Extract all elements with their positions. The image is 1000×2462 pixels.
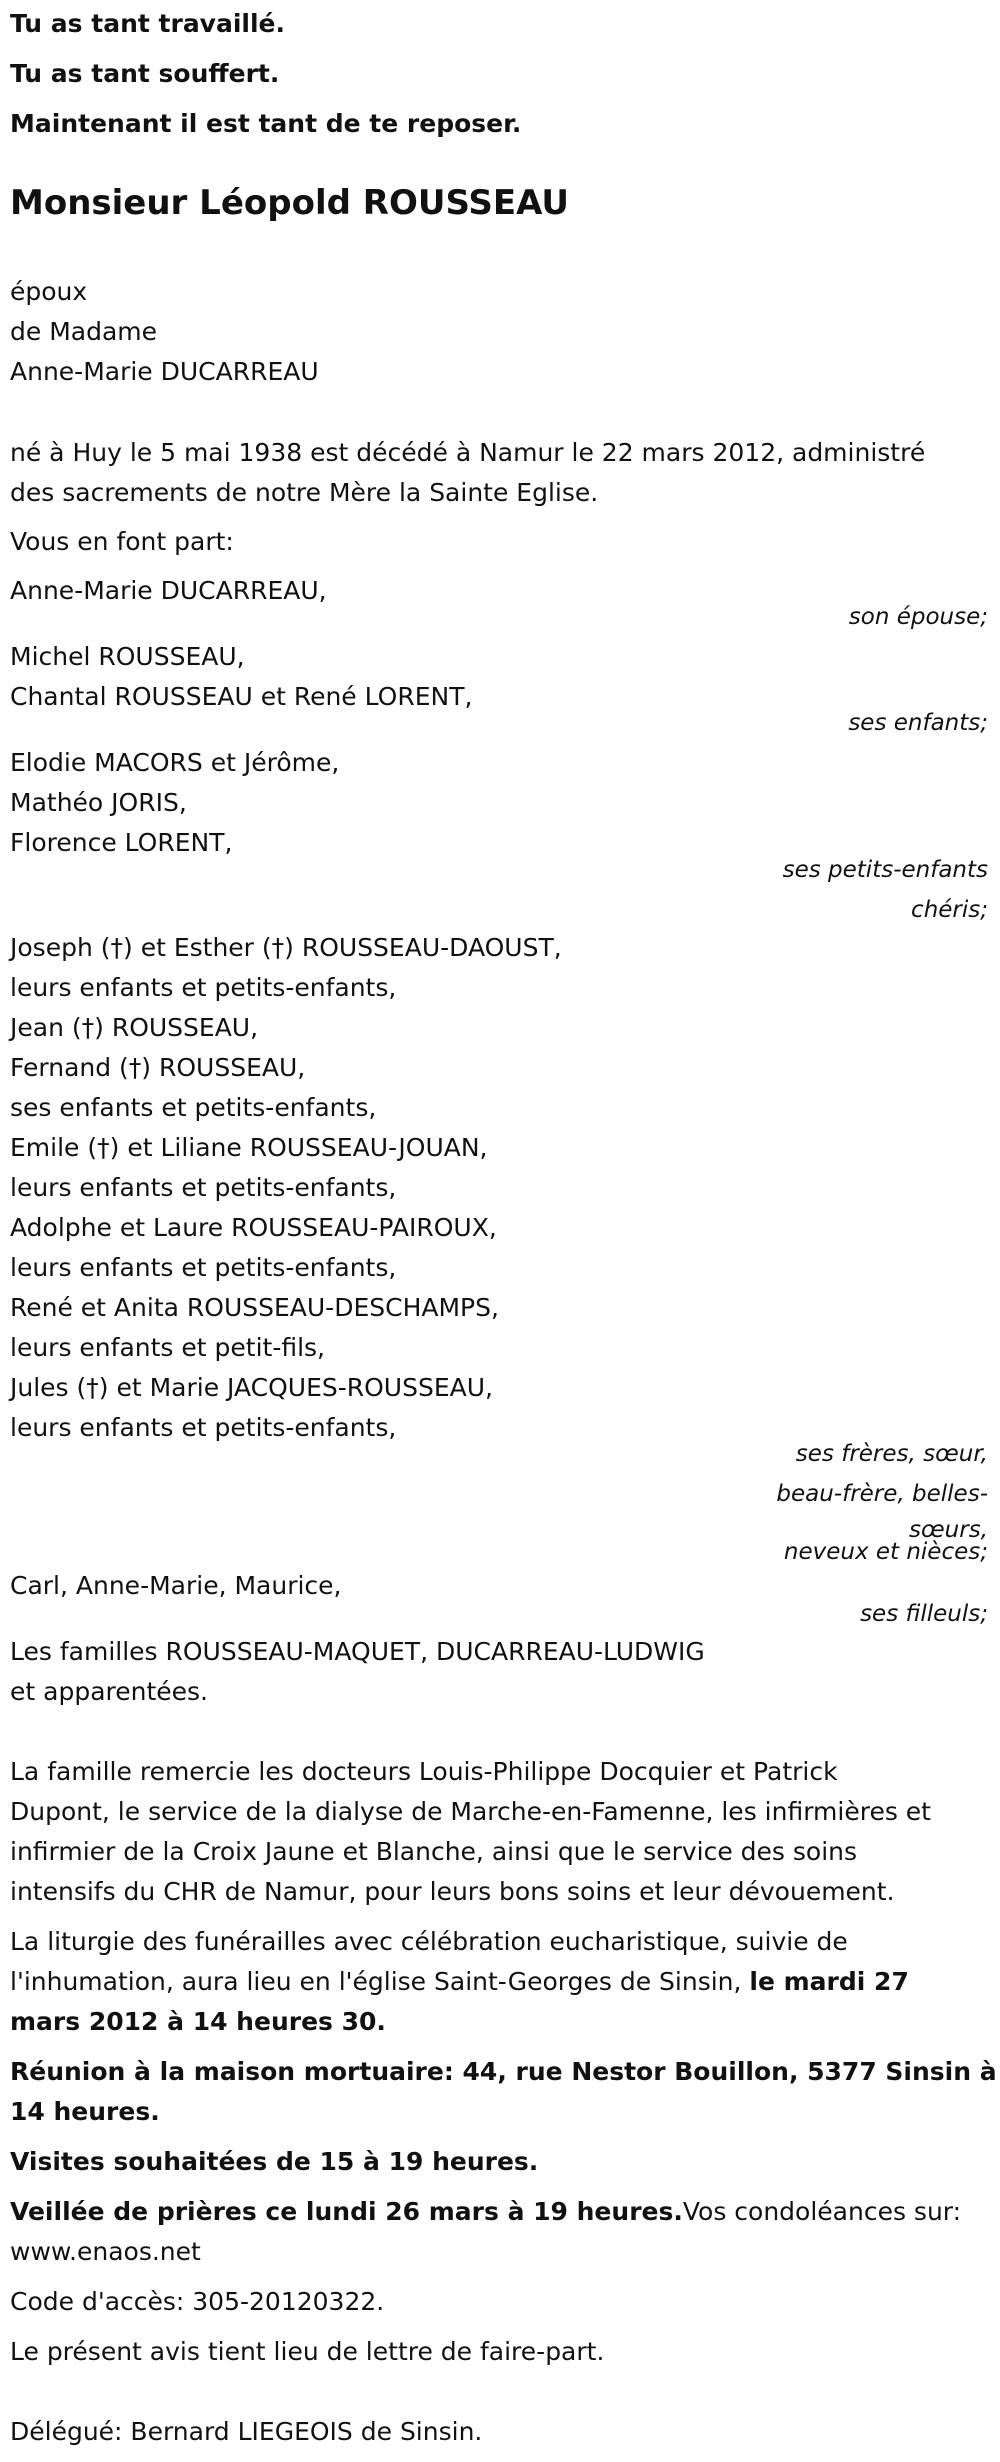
family-role: son épouse; [848, 604, 988, 630]
intro-text: Vous en font part: [10, 527, 234, 556]
family-name: Florence LORENT, [10, 828, 233, 857]
family-role: ses petits-enfants [782, 857, 988, 883]
family-name: Adolphe et Laure ROUSSEAU-PAIROUX, [10, 1213, 497, 1242]
family-name: Emile (†) et Liliane ROUSSEAU-JOUAN, [10, 1133, 488, 1162]
verse-line-1: Tu as tant travaillé. [10, 9, 286, 38]
vigil-text: Veillée de prières ce lundi 26 mars à 19 heures. [10, 2197, 683, 2226]
thanks-line: intensifs du CHR de Namur, pour leurs bons soins et leur dévouement. [10, 1877, 895, 1906]
family-name: leurs enfants et petit-fils, [10, 1333, 326, 1362]
family-name: leurs enfants et petits-enfants, [10, 1253, 397, 1282]
notice-text: Le présent avis tient lieu de lettre de faire-part. [10, 2337, 605, 2366]
family-name: Joseph (†) et Esther (†) ROUSSEAU-DAOUST, [10, 933, 562, 962]
family-role: sœurs, [909, 1517, 988, 1543]
liturgy-line [10, 1962, 990, 2002]
family-name: Mathéo JORIS, [10, 788, 187, 817]
family-name: ses enfants et petits-enfants, [10, 1093, 377, 1122]
delegate-text: Délégué: Bernard LIEGEOIS de Sinsin. [10, 2417, 483, 2446]
meeting-line: 14 heures. [10, 2097, 160, 2126]
family-name: Jules (†) et Marie JACQUES-ROUSSEAU, [10, 1373, 493, 1402]
family-name: Anne-Marie DUCARREAU, [10, 576, 327, 605]
family-name: Chantal ROUSSEAU et René LORENT, [10, 682, 473, 711]
family-role: chéris; [911, 897, 988, 923]
thanks-line: infirmier de la Croix Jaune et Blanche, ainsi que le service des soins [10, 1837, 858, 1866]
vigil-line [10, 2192, 990, 2232]
access-code: Code d'accès: 305-20120322. [10, 2287, 385, 2316]
family-name: Les familles ROUSSEAU-MAQUET, DUCARREAU-LUDWIG [10, 1637, 705, 1666]
family-name: Carl, Anne-Marie, Maurice, [10, 1571, 342, 1600]
liturgy-line: La liturgie des funérailles avec célébration eucharistique, suivie de [10, 1927, 848, 1956]
verse-line-3: Maintenant il est tant de te reposer. [10, 109, 522, 138]
family-role: neveux et nièces; [783, 1539, 988, 1565]
birth-line-1: né à Huy le 5 mai 1938 est décédé à Namur le 22 mars 2012, administré [10, 438, 926, 467]
spouse-line-1: époux [10, 277, 88, 306]
thanks-line: Dupont, le service de la dialyse de Marche-en-Famenne, les infirmières et [10, 1797, 931, 1826]
page-title: Monsieur Léopold ROUSSEAU [10, 183, 570, 223]
family-name: leurs enfants et petits-enfants, [10, 973, 397, 1002]
family-name: leurs enfants et petits-enfants, [10, 1173, 397, 1202]
family-name: leurs enfants et petits-enfants, [10, 1413, 397, 1442]
family-name: Michel ROUSSEAU, [10, 642, 245, 671]
birth-line-2: des sacrements de notre Mère la Sainte Eglise. [10, 478, 599, 507]
liturgy-date: le mardi 27 [749, 1967, 909, 1996]
condolences-text: Vos condoléances sur: [682, 2197, 962, 2226]
family-name: Elodie MACORS et Jérôme, [10, 748, 340, 777]
liturgy-text: l'inhumation, aura lieu en l'église Saint-Georges de Sinsin, [10, 1967, 750, 1996]
condolences-link[interactable]: www.enaos.net [10, 2237, 201, 2266]
visits-line: Visites souhaitées de 15 à 19 heures. [10, 2147, 539, 2176]
family-name: Jean (†) ROUSSEAU, [10, 1013, 259, 1042]
family-name: Fernand (†) ROUSSEAU, [10, 1053, 306, 1082]
family-role: ses filleuls; [860, 1601, 988, 1627]
family-role: ses enfants; [848, 710, 988, 736]
verse-line-2: Tu as tant souffert. [10, 59, 280, 88]
family-role: beau-frère, belles- [776, 1481, 988, 1507]
family-name: René et Anita ROUSSEAU-DESCHAMPS, [10, 1293, 499, 1322]
thanks-line: La famille remercie les docteurs Louis-Philippe Docquier et Patrick [10, 1757, 838, 1786]
spouse-line-2: de Madame [10, 317, 158, 346]
meeting-line: Réunion à la maison mortuaire: 44, rue Nestor Bouillon, 5377 Sinsin à [10, 2057, 997, 2086]
family-role: ses frères, sœur, [795, 1441, 988, 1467]
family-name: et apparentées. [10, 1677, 208, 1706]
liturgy-date: mars 2012 à 14 heures 30. [10, 2007, 386, 2036]
spouse-line-3: Anne-Marie DUCARREAU [10, 357, 319, 386]
